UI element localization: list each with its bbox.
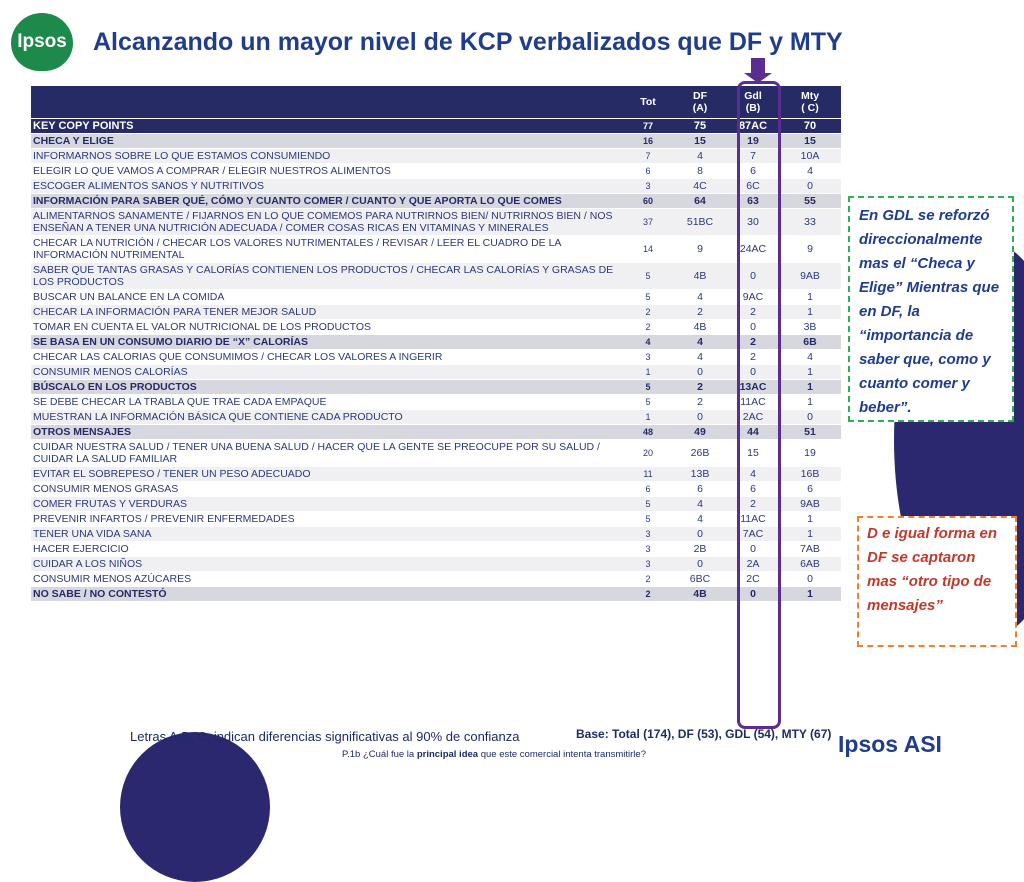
kcp-table <box>31 86 841 602</box>
row-label: SE BASA EN UN CONSUMO DIARIO DE “X” CALORÍAS <box>31 335 623 350</box>
cell-tot: 37 <box>623 209 673 236</box>
cell-df: 2 <box>673 395 727 410</box>
cell-gdl: 0 <box>727 365 779 380</box>
cell-tot: 3 <box>623 350 673 365</box>
cell-gdl: 0 <box>727 542 779 557</box>
table-row <box>31 395 841 410</box>
cell-mty: 1 <box>779 527 841 542</box>
cell-gdl: 0 <box>727 587 779 602</box>
cell-df: 4B <box>673 263 727 290</box>
row-label: CHECA Y ELIGE <box>31 134 623 149</box>
cell-df: 4C <box>673 179 727 194</box>
cell-tot: 2 <box>623 305 673 320</box>
table-row <box>31 482 841 497</box>
cell-gdl: 2A <box>727 557 779 572</box>
row-label: CONSUMIR MENOS CALORÍAS <box>31 365 623 380</box>
cell-gdl: 4 <box>727 467 779 482</box>
cell-tot: 14 <box>623 236 673 263</box>
slide-title: Alcanzando un mayor nivel de KCP verbalizados que DF y MTY <box>93 28 843 56</box>
cell-gdl: 2 <box>727 335 779 350</box>
cell-gdl: 24AC <box>727 236 779 263</box>
table-row <box>31 305 841 320</box>
cell-mty: 51 <box>779 425 841 440</box>
cell-mty: 9AB <box>779 263 841 290</box>
col-header-gdl: Gdl (B) <box>727 86 779 119</box>
row-label: CONSUMIR MENOS GRASAS <box>31 482 623 497</box>
question-note: P.1b ¿Cuál fue la principal idea que este comercial intenta transmitirle? <box>342 749 646 760</box>
cell-df: 4 <box>673 497 727 512</box>
cell-df: 8 <box>673 164 727 179</box>
cell-tot: 1 <box>623 365 673 380</box>
cell-tot: 2 <box>623 572 673 587</box>
cell-tot: 20 <box>623 440 673 467</box>
row-label: CHECAR LA INFORMACIÓN PARA TENER MEJOR SALUD <box>31 305 623 320</box>
cell-tot: 1 <box>623 410 673 425</box>
cell-mty: 4 <box>779 350 841 365</box>
row-label: BUSCAR UN BALANCE EN LA COMIDA <box>31 290 623 305</box>
cell-gdl: 2C <box>727 572 779 587</box>
table-row <box>31 263 841 290</box>
row-label: ELEGIR LO QUE VAMOS A COMPRAR / ELEGIR NUESTROS ALIMENTOS <box>31 164 623 179</box>
row-label: TOMAR EN CUENTA EL VALOR NUTRICIONAL DE LOS PRODUCTOS <box>31 320 623 335</box>
row-label: CUIDAR NUESTRA SALUD / TENER UNA BUENA SALUD / HACER QUE LA GENTE SE PREOCUPE POR SU SALUD / CUIDAR LA SALUD FAMILIAR <box>31 440 623 467</box>
cell-tot: 3 <box>623 179 673 194</box>
row-label: NO SABE / NO CONTESTÓ <box>31 587 623 602</box>
table-row <box>31 497 841 512</box>
cell-mty: 9AB <box>779 497 841 512</box>
row-label: TENER UNA VIDA SANA <box>31 527 623 542</box>
cell-df: 0 <box>673 557 727 572</box>
row-label: HACER EJERCICIO <box>31 542 623 557</box>
cell-df: 0 <box>673 410 727 425</box>
cell-gdl: 9AC <box>727 290 779 305</box>
cell-gdl: 7AC <box>727 527 779 542</box>
significance-note: Letras A,B, C, indican diferencias significativas al 90% de confianza <box>130 729 520 744</box>
row-label: BÚSCALO EN LOS PRODUCTOS <box>31 380 623 395</box>
cell-df: 2 <box>673 305 727 320</box>
ipsos-logo: Ipsos <box>11 13 73 71</box>
cell-df: 75 <box>673 119 727 134</box>
cell-df: 49 <box>673 425 727 440</box>
cell-gdl: 2 <box>727 497 779 512</box>
cell-df: 4 <box>673 290 727 305</box>
cell-mty: 1 <box>779 395 841 410</box>
table-row <box>31 209 841 236</box>
cell-mty: 0 <box>779 410 841 425</box>
cell-gdl: 6C <box>727 179 779 194</box>
cell-gdl: 30 <box>727 209 779 236</box>
table-row <box>31 542 841 557</box>
cell-gdl: 6 <box>727 164 779 179</box>
cell-tot: 3 <box>623 542 673 557</box>
cell-mty: 33 <box>779 209 841 236</box>
table-row <box>31 149 841 164</box>
cell-mty: 0 <box>779 572 841 587</box>
cell-mty: 10A <box>779 149 841 164</box>
cell-mty: 0 <box>779 179 841 194</box>
cell-mty: 19 <box>779 440 841 467</box>
cell-mty: 1 <box>779 290 841 305</box>
col-header-df: DF (A) <box>673 86 727 119</box>
cell-mty: 6AB <box>779 557 841 572</box>
table-row <box>31 587 841 602</box>
cell-gdl: 0 <box>727 263 779 290</box>
cell-tot: 3 <box>623 527 673 542</box>
cell-df: 2 <box>673 380 727 395</box>
cell-gdl: 0 <box>727 320 779 335</box>
cell-df: 51BC <box>673 209 727 236</box>
row-label: CONSUMIR MENOS AZÚCARES <box>31 572 623 587</box>
cell-tot: 5 <box>623 395 673 410</box>
table-row <box>31 119 841 134</box>
cell-df: 4 <box>673 512 727 527</box>
cell-tot: 77 <box>623 119 673 134</box>
cell-tot: 5 <box>623 512 673 527</box>
cell-tot: 2 <box>623 587 673 602</box>
cell-df: 4B <box>673 587 727 602</box>
table-row <box>31 320 841 335</box>
row-label: EVITAR EL SOBREPESO / TENER UN PESO ADECUADO <box>31 467 623 482</box>
cell-df: 4 <box>673 335 727 350</box>
cell-tot: 5 <box>623 497 673 512</box>
cell-gdl: 15 <box>727 440 779 467</box>
cell-df: 13B <box>673 467 727 482</box>
base-note: Base: Total (174), DF (53), GDL (54), MTY (67) <box>576 727 832 741</box>
table-row <box>31 410 841 425</box>
cell-gdl: 7 <box>727 149 779 164</box>
cell-gdl: 2 <box>727 350 779 365</box>
row-label: MUESTRAN LA INFORMACIÓN BÁSICA QUE CONTIENE CADA PRODUCTO <box>31 410 623 425</box>
table-row <box>31 557 841 572</box>
row-label: CHECAR LAS CALORIAS QUE CONSUMIMOS / CHECAR LOS VALORES A INGERIR <box>31 350 623 365</box>
cell-mty: 1 <box>779 380 841 395</box>
cell-gdl: 6 <box>727 482 779 497</box>
cell-tot: 6 <box>623 164 673 179</box>
table-row <box>31 440 841 467</box>
cell-mty: 6B <box>779 335 841 350</box>
cell-df: 0 <box>673 527 727 542</box>
gdl-note: En GDL se reforzó direccionalmente mas el “Checa y Elige” Mientras que en DF, la “importancia de saber que, como y cuanto comer y beber”. <box>848 196 1014 422</box>
row-label: ALIMENTARNOS SANAMENTE / FIJARNOS EN LO QUE COMEMOS PARA NUTRIRNOS BIEN/ NUTRIRNOS BIEN / NOS ENSEÑAN A TENER UNA NUTRICIÓN ADECUADA / COMER COSAS RICAS EN VITAMINAS Y MINERALES <box>31 209 623 236</box>
cell-mty: 4 <box>779 164 841 179</box>
cell-tot: 4 <box>623 335 673 350</box>
row-label: COMER FRUTAS Y VERDURAS <box>31 497 623 512</box>
cell-tot: 48 <box>623 425 673 440</box>
table-row <box>31 236 841 263</box>
cell-mty: 1 <box>779 305 841 320</box>
table-row <box>31 179 841 194</box>
cell-gdl: 63 <box>727 194 779 209</box>
cell-tot: 5 <box>623 380 673 395</box>
row-label: SABER QUE TANTAS GRASAS Y CALORÍAS CONTIENEN LOS PRODUCTOS / CHECAR LAS CALORÍAS Y GRASAS DE LOS PRODUCTOS <box>31 263 623 290</box>
cell-gdl: 2AC <box>727 410 779 425</box>
table-row <box>31 572 841 587</box>
cell-mty: 3B <box>779 320 841 335</box>
row-label: PREVENIR INFARTOS / PREVENIR ENFERMEDADES <box>31 512 623 527</box>
cell-mty: 70 <box>779 119 841 134</box>
ipsos-asi-brand: Ipsos ASI <box>838 731 942 757</box>
cell-df: 4 <box>673 350 727 365</box>
col-header-mty: Mty ( C) <box>779 86 841 119</box>
cell-tot: 6 <box>623 482 673 497</box>
cell-mty: 1 <box>779 365 841 380</box>
table-row <box>31 350 841 365</box>
cell-gdl: 11AC <box>727 395 779 410</box>
row-label: SE DEBE CHECAR LA TRABLA QUE TRAE CADA EMPAQUE <box>31 395 623 410</box>
row-label: INFORMARNOS SOBRE LO QUE ESTAMOS CONSUMIENDO <box>31 149 623 164</box>
table-row <box>31 365 841 380</box>
cell-mty: 7AB <box>779 542 841 557</box>
table-row <box>31 290 841 305</box>
row-label: KEY COPY POINTS <box>31 119 623 134</box>
row-label: CHECAR LA NUTRICIÓN / CHECAR LOS VALORES NUTRIMENTALES / REVISAR / LEER EL CUADRO DE LA INFORMACIÓN NUTRIMENTAL <box>31 236 623 263</box>
cell-df: 4B <box>673 320 727 335</box>
row-label: ESCOGER ALIMENTOS SANOS Y NUTRITIVOS <box>31 179 623 194</box>
cell-df: 26B <box>673 440 727 467</box>
cell-tot: 7 <box>623 149 673 164</box>
cell-df: 15 <box>673 134 727 149</box>
cell-tot: 11 <box>623 467 673 482</box>
cell-tot: 16 <box>623 134 673 149</box>
decorative-circle-bottom <box>120 732 270 882</box>
table-row <box>31 134 841 149</box>
table-row <box>31 335 841 350</box>
df-note: D e igual forma en DF se captaron mas “otro tipo de mensajes” <box>857 516 1017 647</box>
cell-df: 6 <box>673 482 727 497</box>
cell-tot: 5 <box>623 290 673 305</box>
row-label: INFORMACIÓN PARA SABER QUÉ, CÓMO Y CUANTO COMER / CUANTO Y QUE APORTA LO QUE COMES <box>31 194 623 209</box>
row-label: OTROS MENSAJES <box>31 425 623 440</box>
cell-mty: 6 <box>779 482 841 497</box>
cell-gdl: 44 <box>727 425 779 440</box>
cell-mty: 15 <box>779 134 841 149</box>
cell-gdl: 13AC <box>727 380 779 395</box>
cell-gdl: 11AC <box>727 512 779 527</box>
cell-df: 2B <box>673 542 727 557</box>
table-row <box>31 527 841 542</box>
table-row <box>31 512 841 527</box>
cell-gdl: 87AC <box>727 119 779 134</box>
table-row <box>31 164 841 179</box>
cell-df: 0 <box>673 365 727 380</box>
col-header-tot: Tot <box>623 86 673 119</box>
cell-mty: 55 <box>779 194 841 209</box>
table-row <box>31 467 841 482</box>
down-arrow-icon <box>751 58 765 74</box>
gdl-column-highlight <box>737 81 781 729</box>
table-row <box>31 425 841 440</box>
row-label: CUIDAR A LOS NIÑOS <box>31 557 623 572</box>
cell-tot: 2 <box>623 320 673 335</box>
cell-gdl: 2 <box>727 305 779 320</box>
cell-gdl: 19 <box>727 134 779 149</box>
cell-mty: 16B <box>779 467 841 482</box>
cell-tot: 60 <box>623 194 673 209</box>
table-header-row <box>31 86 841 119</box>
cell-df: 6BC <box>673 572 727 587</box>
cell-df: 64 <box>673 194 727 209</box>
cell-mty: 9 <box>779 236 841 263</box>
cell-df: 4 <box>673 149 727 164</box>
cell-df: 9 <box>673 236 727 263</box>
cell-tot: 5 <box>623 263 673 290</box>
cell-mty: 1 <box>779 587 841 602</box>
cell-mty: 1 <box>779 512 841 527</box>
table-row <box>31 380 841 395</box>
table-row <box>31 194 841 209</box>
cell-tot: 3 <box>623 557 673 572</box>
